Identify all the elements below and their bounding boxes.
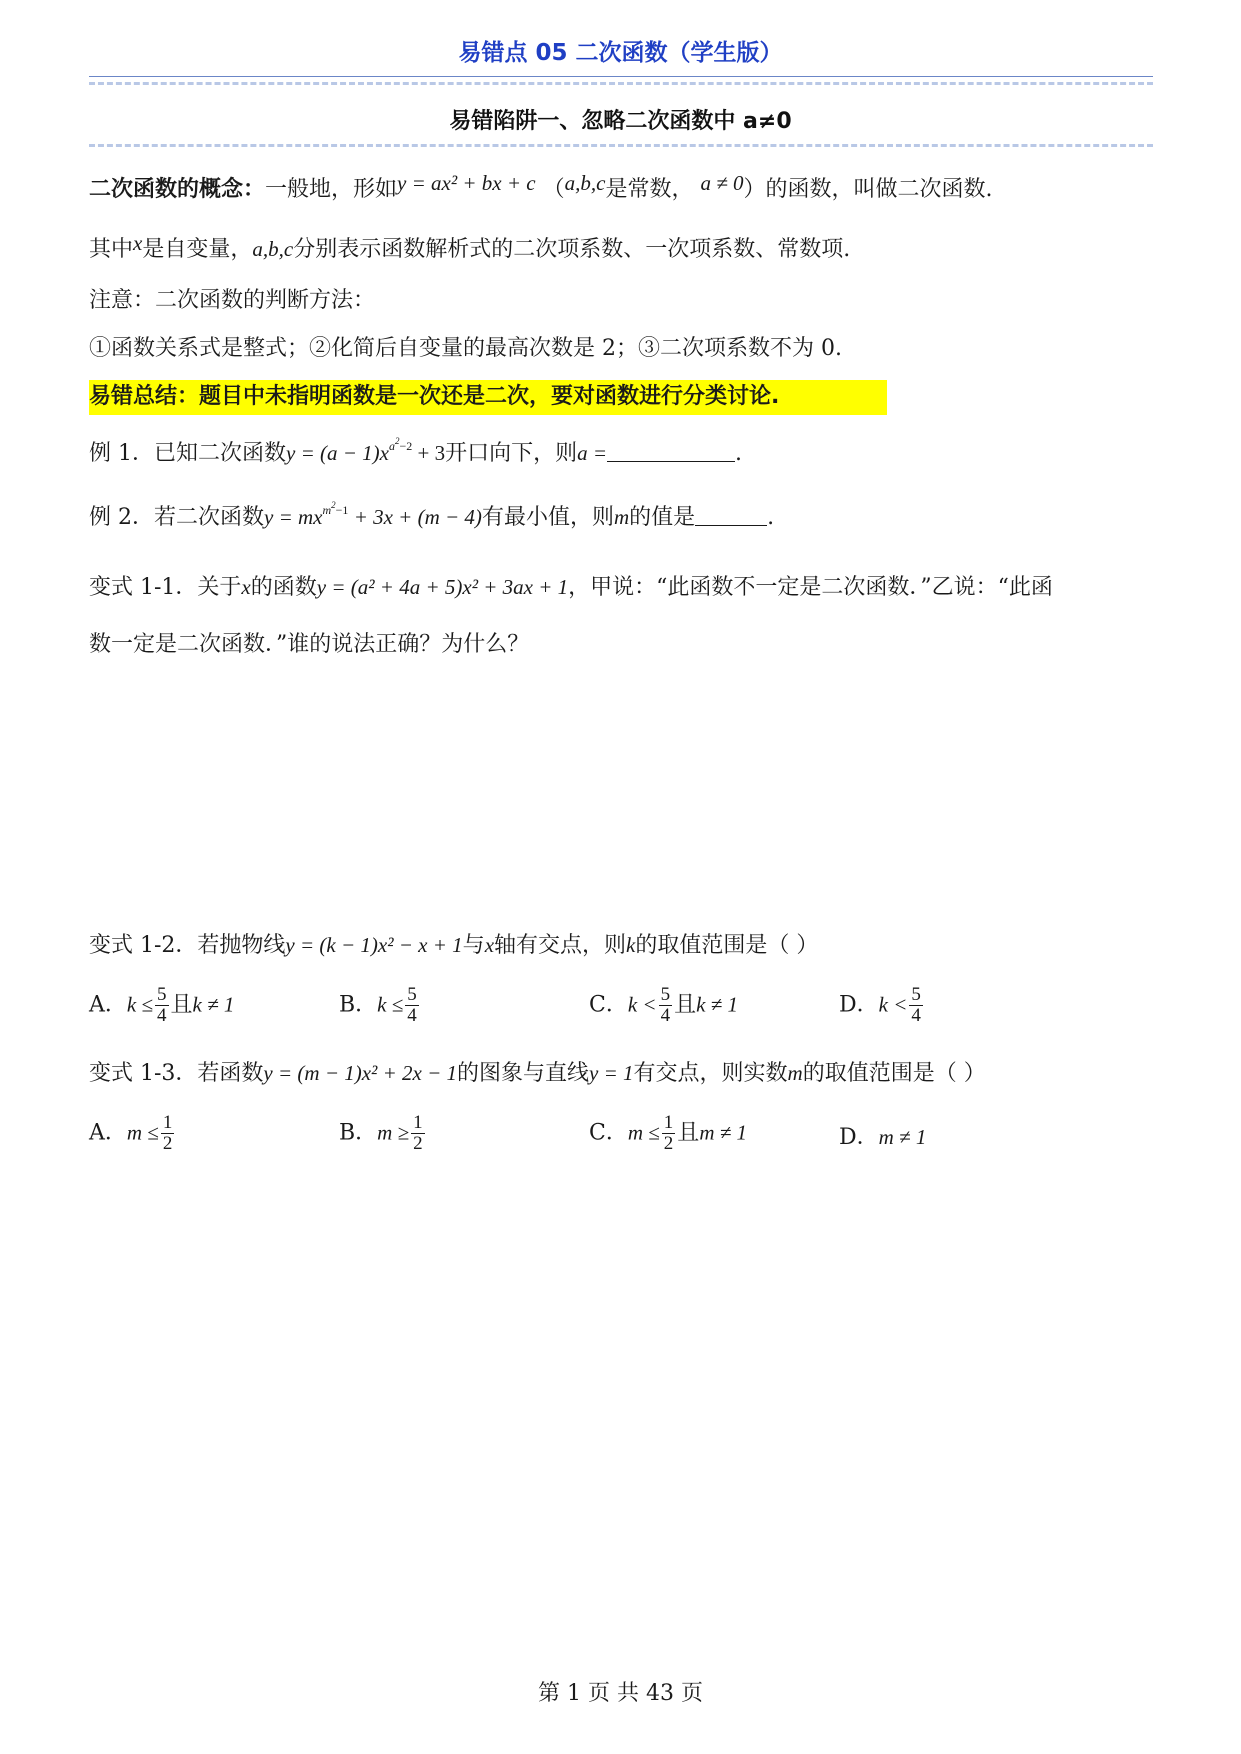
- document-title: 易错点 05 二次函数（学生版）: [458, 40, 783, 66]
- line2-text-3: 分别表示函数解析式的二次项系数、一次项系数、常数项.: [293, 237, 851, 262]
- example1-answer-blank[interactable]: [607, 439, 735, 462]
- example1-exp-tail: −2: [399, 439, 413, 453]
- option-label: D．: [839, 1125, 879, 1150]
- example2-mid: 有最小值，则: [481, 505, 614, 530]
- concept-formula: y = ax² + bx + c: [397, 171, 536, 195]
- option-fraction: [155, 985, 169, 1026]
- option-pre: m ≥: [377, 1120, 410, 1145]
- option-extra: m ≠ 1: [699, 1120, 748, 1145]
- option-label: D．: [839, 992, 879, 1018]
- example1-mid: 开口向下，则: [445, 441, 578, 466]
- variant-1-2: [89, 930, 818, 961]
- fraction-denominator: 4: [660, 1005, 671, 1026]
- concept-abc: a,b,c: [564, 171, 606, 195]
- fraction-denominator: 2: [663, 1133, 674, 1154]
- example2-exp-base: m: [322, 503, 332, 517]
- option-pre: k ≤: [126, 992, 153, 1017]
- line2-text-2: 是自变量，: [142, 237, 253, 262]
- section-dash-rule: [89, 144, 1153, 147]
- option-post: 且: [677, 1120, 700, 1146]
- fraction-denominator: 2: [413, 1133, 423, 1154]
- note-title: 注意：二次函数的判断方法：: [89, 288, 376, 313]
- option-label: A．: [89, 992, 127, 1018]
- line2-abc: a,b,c: [252, 237, 294, 261]
- variant13-option-a[interactable]: [89, 1113, 176, 1154]
- example1-var: a =: [577, 441, 608, 465]
- fraction-numerator: 1: [663, 1112, 674, 1133]
- variant13-text-2: 有交点，则实数: [633, 1061, 788, 1086]
- option-pre: m ≠ 1: [878, 1125, 927, 1149]
- variant12-option-b[interactable]: [339, 985, 421, 1026]
- variant13-text-3: 的取值范围是（ ）: [802, 1061, 986, 1086]
- example1-exp-base: a: [388, 439, 395, 453]
- variant11-x: x: [241, 575, 251, 599]
- concept-line: [89, 168, 993, 205]
- example2-exp-exp: 2: [331, 500, 336, 510]
- fraction-numerator: 1: [162, 1112, 173, 1133]
- header-rule: [89, 76, 1153, 77]
- option-post: 且: [674, 992, 697, 1018]
- example1-end: .: [735, 441, 743, 466]
- variant13-text-1: 的图象与直线: [457, 1061, 590, 1086]
- example2-var: m: [613, 505, 630, 529]
- variant12-formula: y = (k − 1)x² − x + 1: [285, 933, 463, 957]
- fraction-numerator: 1: [413, 1112, 423, 1133]
- concept-text-1: 一般地，形如: [265, 177, 398, 202]
- example2-formula-tail: + 3x + (m − 4): [353, 505, 482, 529]
- variant12-text-1: 与: [462, 933, 485, 958]
- example2-formula-main: y = mx: [264, 505, 323, 529]
- variant12-text-3: 的取值范围是（ ）: [635, 933, 819, 958]
- option-fraction: [659, 985, 673, 1026]
- option-label: C．: [589, 1120, 628, 1146]
- variant11-text-1: 的函数: [250, 575, 317, 600]
- fraction-denominator: 4: [407, 1005, 417, 1026]
- variant11-formula: y = (a² + 4a + 5)x² + 3ax + 1: [316, 575, 569, 599]
- variant-1-3: [89, 1058, 986, 1089]
- concept-text-3: 是常数，: [605, 177, 694, 202]
- option-extra: k ≠ 1: [192, 992, 235, 1017]
- variant12-option-c[interactable]: [589, 985, 738, 1026]
- header-dash-rule: [89, 82, 1153, 85]
- line2-x: x: [133, 231, 143, 255]
- example1-exp-exp: 2: [394, 436, 400, 446]
- variant13-option-d[interactable]: [839, 1120, 926, 1151]
- option-pre: k <: [878, 992, 908, 1017]
- summary-text: 易错总结：题目中未指明函数是一次还是二次，要对函数进行分类讨论.: [89, 384, 780, 409]
- example2-tail: 的值是: [629, 505, 696, 530]
- option-extra: k ≠ 1: [696, 992, 738, 1017]
- definition-line-2: [89, 228, 850, 265]
- example1-formula-main: y = (a − 1)x: [286, 441, 389, 465]
- variant12-option-d[interactable]: [839, 985, 925, 1026]
- fraction-numerator: 5: [911, 984, 921, 1005]
- variant-1-1-line-2: 数一定是二次函数．”谁的说法正确？为什么？: [89, 632, 530, 657]
- variant13-m: m: [787, 1061, 803, 1085]
- line2-text-1: 其中: [89, 237, 134, 262]
- option-fraction: [405, 985, 419, 1026]
- variant11-prefix: 变式 1-1．关于: [89, 575, 242, 600]
- example-1: [89, 438, 742, 469]
- fraction-numerator: 5: [157, 984, 167, 1005]
- option-fraction: [161, 1113, 175, 1154]
- example2-prefix: 例 2．若二次函数: [89, 505, 264, 530]
- example-2: [89, 502, 774, 533]
- fraction-numerator: 5: [660, 984, 671, 1005]
- example2-end: .: [767, 505, 775, 530]
- concept-condition: a ≠ 0: [700, 171, 744, 195]
- example2-exp-tail: −1: [335, 503, 349, 517]
- variant12-x: x: [484, 933, 495, 957]
- fraction-denominator: 4: [911, 1005, 921, 1026]
- variant13-option-c[interactable]: [589, 1113, 747, 1154]
- fraction-denominator: 4: [157, 1005, 167, 1026]
- option-label: A．: [89, 1120, 127, 1146]
- example1-formula: [286, 436, 446, 465]
- fraction-numerator: 5: [407, 984, 417, 1005]
- example1-prefix: 例 1．已知二次函数: [89, 441, 286, 466]
- variant12-option-a[interactable]: [89, 985, 234, 1026]
- option-pre: m ≤: [627, 1120, 660, 1145]
- variant12-prefix: 变式 1-2．若抛物线: [89, 933, 286, 958]
- concept-text-4: ）的函数，叫做二次函数.: [743, 177, 993, 202]
- option-label: B．: [339, 1120, 378, 1146]
- example1-formula-tail: + 3: [417, 441, 446, 465]
- option-pre: k <: [627, 992, 657, 1017]
- example2-formula: [264, 500, 482, 529]
- variant13-formula: y = (m − 1)x² + 2x − 1: [263, 1061, 458, 1085]
- variant-1-1: [89, 572, 1053, 603]
- option-fraction: [662, 1113, 676, 1154]
- variant13-prefix: 变式 1-3．若函数: [89, 1061, 264, 1086]
- variant11-text-2: ，甲说：“此函数不一定是二次函数．”乙说：“此函: [568, 575, 1053, 600]
- variant13-line: y = 1: [589, 1061, 634, 1085]
- page-footer: 第 1 页 共 43 页: [538, 1681, 703, 1706]
- option-pre: k ≤: [377, 992, 404, 1017]
- variant13-option-b[interactable]: [339, 1113, 427, 1154]
- concept-text-2: （: [542, 177, 565, 202]
- section-title: 易错陷阱一、忽略二次函数中 a≠0: [449, 109, 792, 134]
- option-fraction: [909, 985, 923, 1026]
- option-label: C．: [589, 992, 628, 1018]
- concept-label: 二次函数的概念：: [89, 177, 266, 202]
- option-fraction: [411, 1113, 425, 1154]
- variant12-k: k: [626, 933, 636, 957]
- note-items: ①函数关系式是整式；②化简后自变量的最高次数是 2；③二次项系数不为 0.: [89, 336, 842, 361]
- example2-answer-blank[interactable]: [695, 503, 767, 526]
- fraction-denominator: 2: [162, 1133, 173, 1154]
- option-pre: m ≤: [126, 1120, 159, 1145]
- option-post: 且: [170, 992, 193, 1018]
- variant12-text-2: 轴有交点，则: [494, 933, 627, 958]
- option-label: B．: [339, 992, 378, 1018]
